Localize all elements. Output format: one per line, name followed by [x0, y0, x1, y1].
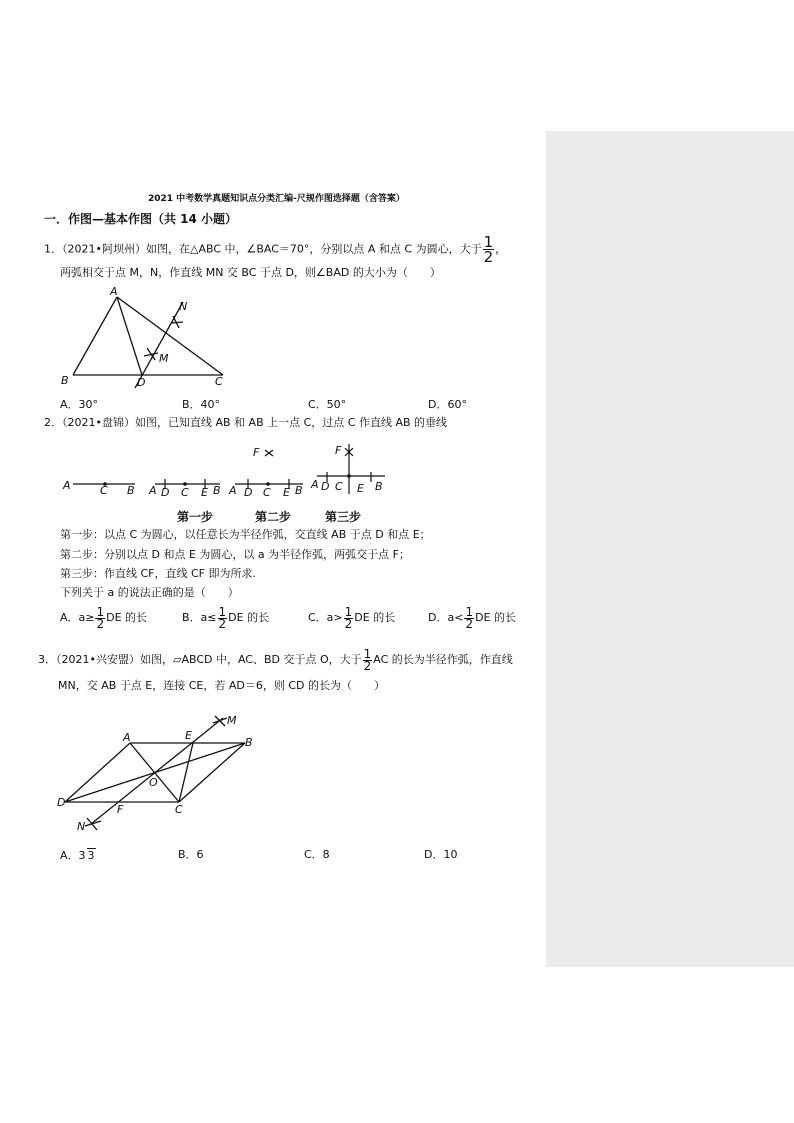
q1-stem: 1．（2021•阿坝州）如图，在△ABC 中，∠BAC＝70°，分别以点 A 和点 C 为圆心，大于 $\frac{1}{2}$ ， — [44, 233, 507, 266]
q2-figure — [55, 436, 395, 528]
section-heading: 一．作图—基本作图（共 14 小题） — [44, 212, 238, 226]
q2-fig4-label-c: C — [335, 480, 343, 493]
q3-option-b: B．6 — [178, 848, 204, 861]
q1-label-c: C — [215, 375, 223, 388]
q1-label-d: D — [137, 376, 146, 389]
q2-option-d: D．a< $\frac{1}{2}$ DE 的长 — [428, 604, 516, 631]
q2-fig4-label-a: A — [311, 478, 319, 491]
q1-label-m: M — [159, 352, 169, 365]
q2-step3: 第三步：作直线 CF，直线 CF 即为所求. — [60, 567, 257, 580]
q3-label-e: E — [185, 729, 192, 742]
q2-step1: 第一步：以点 C 为圆心，以任意长为半径作弧，交直线 AB 于点 D 和点 E； — [60, 528, 431, 541]
q2-fig2-label-c: C — [181, 486, 189, 499]
q1-fraction: $\frac{1}{2}$ — [483, 233, 494, 266]
q2-fig3-label-e: E — [283, 486, 290, 499]
q1-option-b: B．40° — [182, 398, 221, 411]
q3-label-n: N — [77, 820, 86, 833]
q2-fig2-label-b: B — [213, 484, 221, 497]
q1-label-a: A — [110, 285, 118, 298]
q3-label-f: F — [117, 803, 124, 816]
q3-label-d: D — [57, 796, 66, 809]
q2-fig3-label-a: A — [229, 484, 237, 497]
q2-fig4-label-d: D — [321, 480, 330, 493]
q1-option-d: D．60° — [428, 398, 467, 411]
q2-fig4-label-f: F — [335, 444, 342, 457]
q2-fig2-label-a: A — [149, 484, 157, 497]
q2-step3-caption: 第三步 — [325, 510, 362, 524]
q3-label-c: C — [175, 803, 183, 816]
sqrt-symbol: 3 — [87, 849, 95, 862]
q3-figure — [55, 706, 270, 834]
q2-fig1-label-c: C — [100, 484, 108, 497]
q1-figure — [55, 280, 240, 390]
q2-fig3-label-d: D — [244, 486, 253, 499]
q3-label-a: A — [123, 731, 131, 744]
q2-step2-caption: 第二步 — [255, 510, 292, 524]
q3-stem: 3．（2021•兴安盟）如图，▱ABCD 中，AC、BD 交于点 O，大于 $\frac{1}{2}$ AC 的长为半径作弧，作直线 — [38, 646, 513, 673]
q2-fig1-label-a: A — [63, 479, 71, 492]
q2-fig3-label-f: F — [253, 446, 260, 459]
q2-fig1-label-b: B — [127, 484, 135, 497]
q3-option-d: D．10 — [424, 848, 458, 861]
q2-fig3-label-c: C — [263, 486, 271, 499]
q2-fig3-label-b: B — [295, 484, 303, 497]
q2-fig4-label-b: B — [375, 480, 383, 493]
q3-option-a: A．3 3 — [60, 849, 95, 862]
q2-step1-caption: 第一步 — [177, 510, 214, 524]
q3-label-o: O — [149, 776, 158, 789]
document-title: 2021 中考数学真题知识点分类汇编-尺规作图选择题（含答案） — [148, 194, 405, 204]
q2-ask: 下列关于 a 的说法正确的是（ ） — [60, 586, 239, 599]
q2-fig2-label-d: D — [161, 486, 170, 499]
q1-option-a: A．30° — [60, 398, 99, 411]
q1-label-b: B — [61, 374, 69, 387]
q3-option-c: C．8 — [304, 848, 330, 861]
comment-sidebar — [546, 131, 794, 967]
q3-label-b: B — [245, 736, 253, 749]
q2-fig4-label-e: E — [357, 482, 364, 495]
q3-stem-line2: MN，交 AB 于点 E，连接 CE，若 AD＝6，则 CD 的长为（ ） — [58, 679, 385, 692]
q1-option-c: C．50° — [308, 398, 347, 411]
q2-option-b: B．a≤ $\frac{1}{2}$ DE 的长 — [182, 604, 270, 631]
q2-stem: 2．（2021•盘锦）如图，已知直线 AB 和 AB 上一点 C，过点 C 作直线 AB 的垂线 — [44, 416, 448, 429]
q2-option-a: A．a≥ $\frac{1}{2}$ DE 的长 — [60, 604, 148, 631]
q1-label-n: N — [179, 300, 188, 313]
q2-option-c: C．a> $\frac{1}{2}$ DE 的长 — [308, 604, 396, 631]
q2-step2: 第二步：分别以点 D 和点 E 为圆心，以 a 为半径作弧，两弧交于点 F； — [60, 548, 410, 561]
q3-label-m: M — [227, 714, 237, 727]
q1-stem-line2: 两弧相交于点 M，N，作直线 MN 交 BC 于点 D，则∠BAD 的大小为（ ） — [60, 266, 441, 279]
q2-fig2-label-e: E — [201, 486, 208, 499]
